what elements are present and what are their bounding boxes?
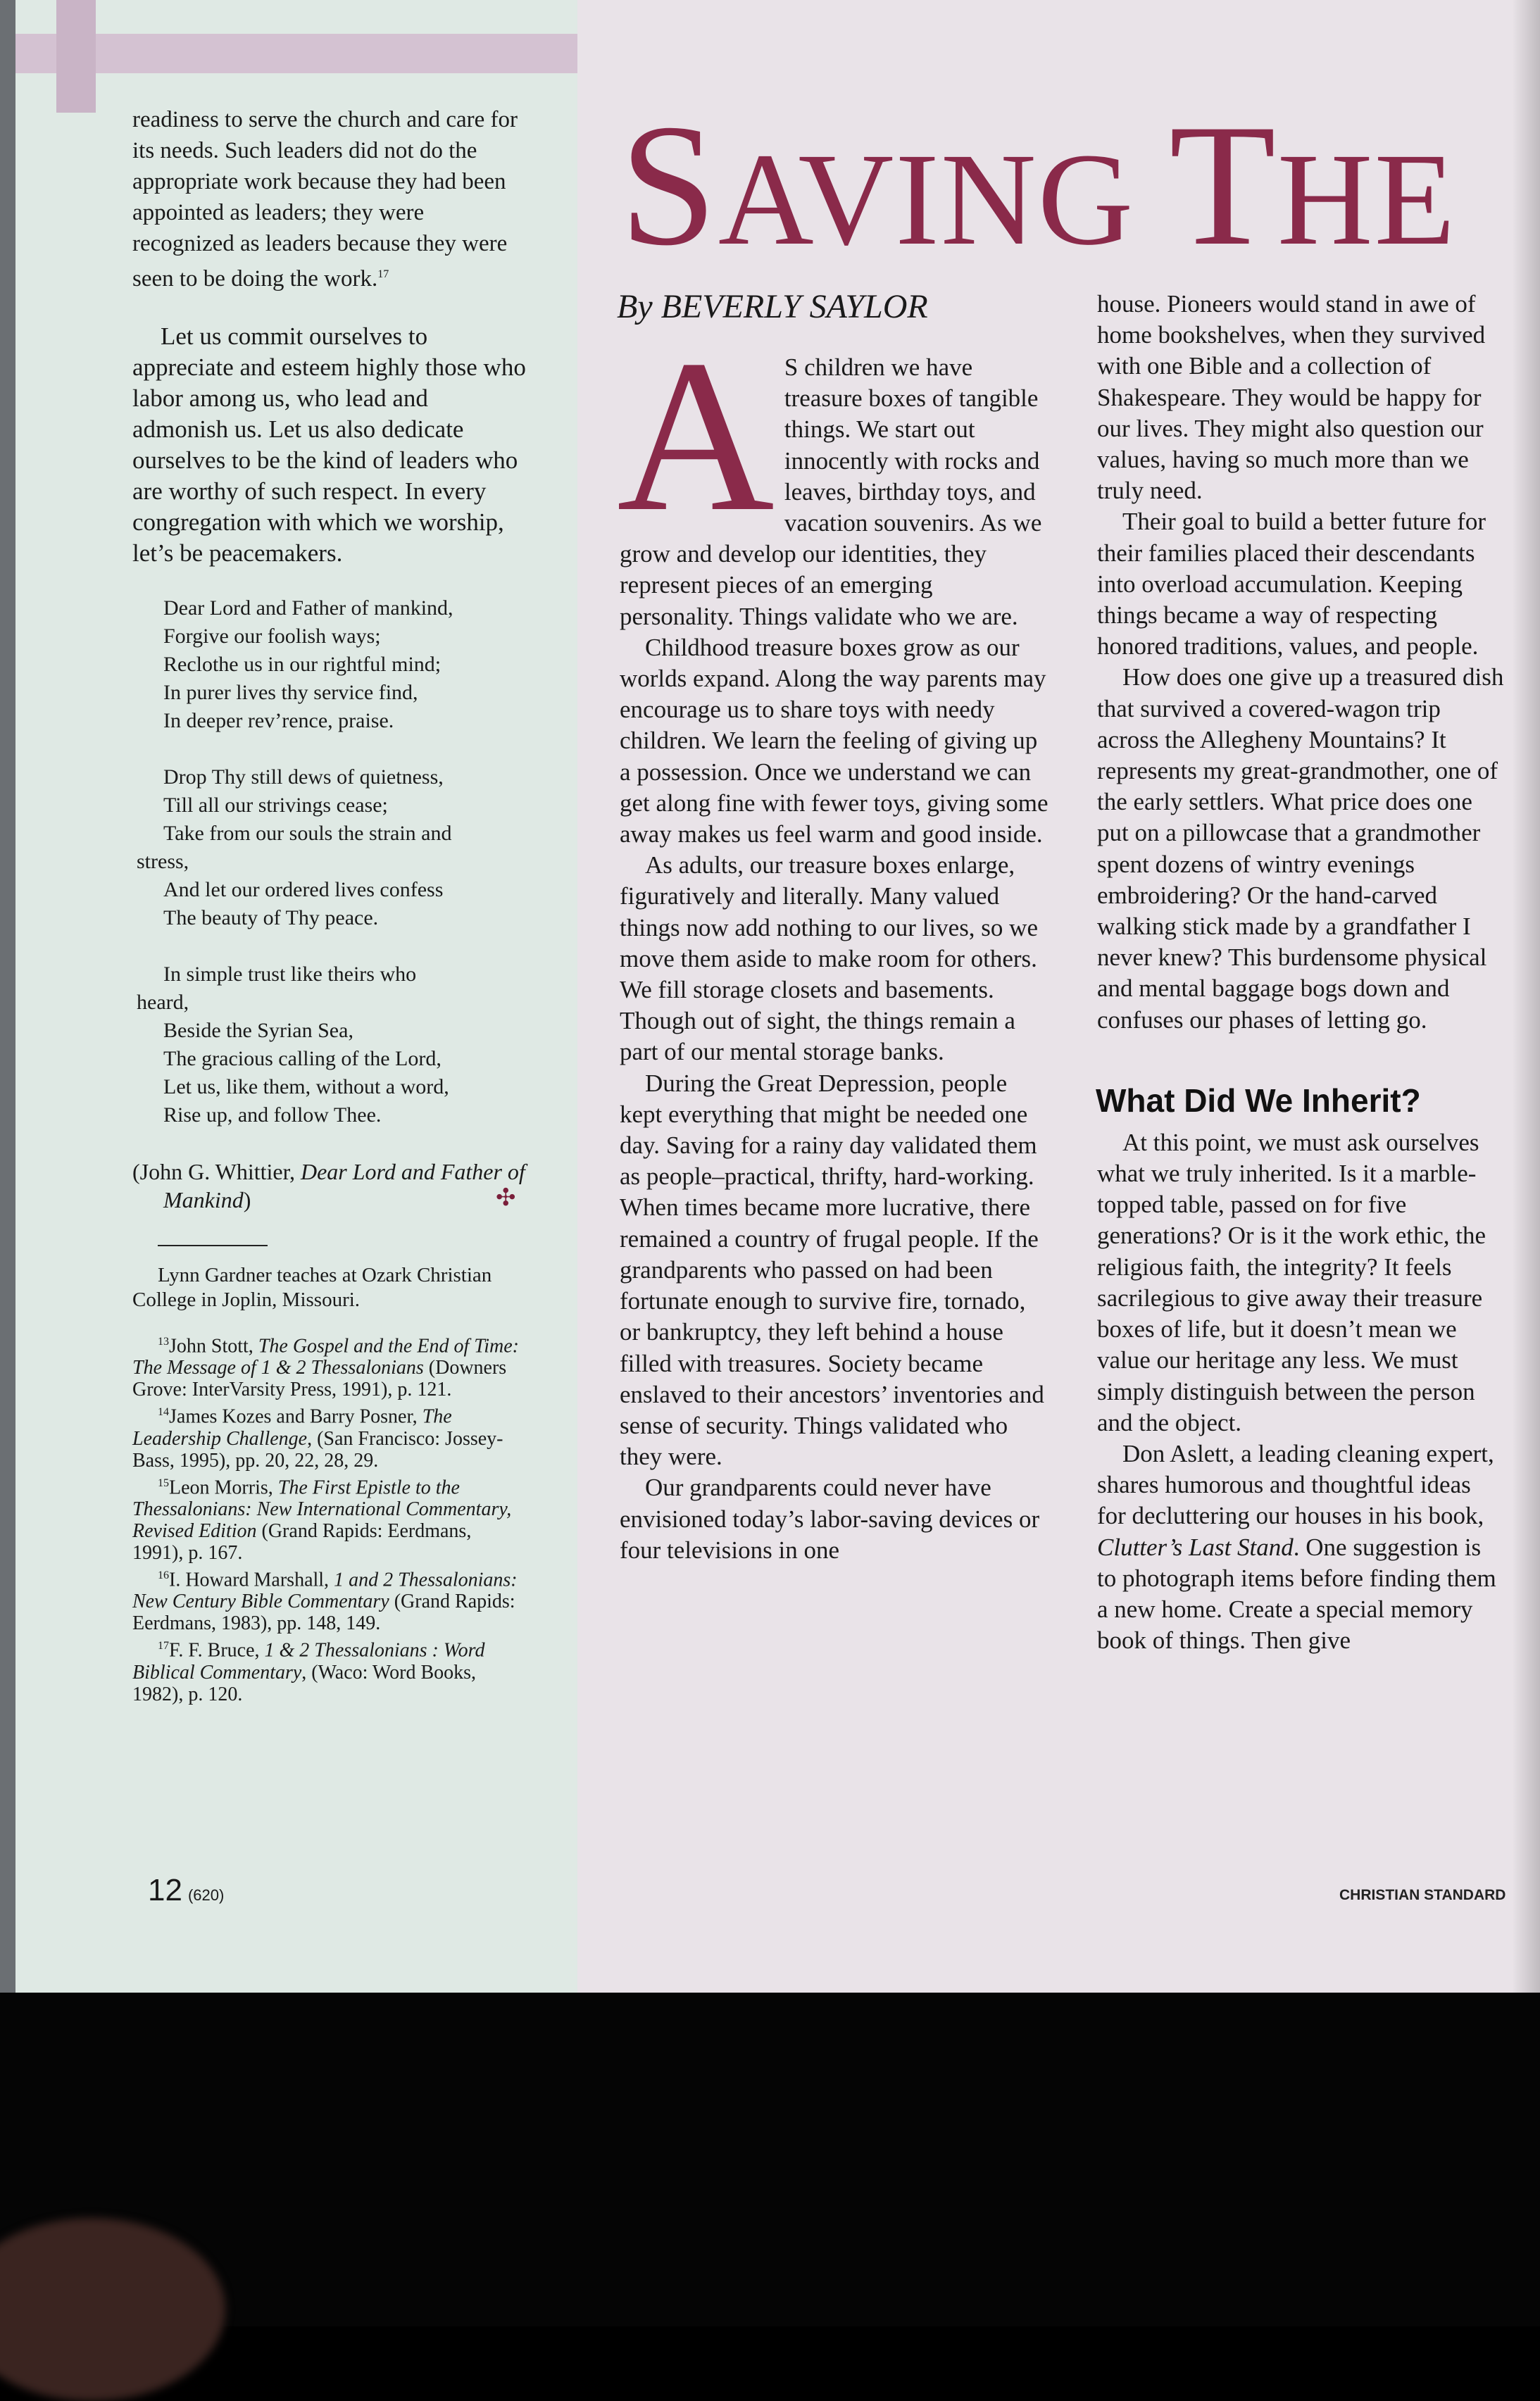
paragraph: Don Aslett, a leading cleaning expert, shares humorous and thoughtful ideas for decluttering our houses in his book, Clutter’s Last Stand. One suggestion is to photograph items before finding them a new home. Create a special memory book of things. Then give [1097, 1439, 1496, 1655]
opening-paragraph: A S children we have treasure boxes of tangible things. We start out innocently with rocks and leaves, birthday toys, and vacation souvenirs. As we grow and develop our identities, they represent pieces of an emerging personality. Things validate who we are. [617, 315, 1042, 630]
paragraph: house. Pioneers would stand in awe of home bookshelves, when they survived with one Bible and a collection of Shakespeare. They would be happy for our lives. They might also question our values, having so much more than we truly need. [1097, 290, 1486, 505]
paragraph: Our grandparents could never have envisioned today’s labor-saving devices or four televisions in one [620, 1474, 1040, 1564]
poem-line: stress, [137, 850, 189, 873]
article-title: SAVING THE [620, 88, 1457, 282]
poem-line: heard, [137, 991, 189, 1014]
note-ref: 17 [377, 268, 389, 280]
footnote: $^{17}$F. F. Bruce, 1 & 2 Thessalonians : Word Biblical Commentary, (Waco: Word Books, 1982), p. 120. [132, 1639, 485, 1705]
footnote: $^{15}$Leon Morris, The First Epistle to the Thessalonians: New International Commentary, Revised Edition (Grand Rapids: Eerdmans, 1991), p. 167. [132, 1476, 512, 1564]
footnote: $^{13}$John Stott, The Gospel and the End of Time: The Message of 1 & 2 Thessalonians (Downers Grove: InterVarsity Press, 1991), p. 121. [132, 1335, 520, 1401]
poem-line: Till all our strivings cease; [163, 794, 388, 817]
section-heading: What Did We Inherit? [1096, 1082, 1421, 1119]
page-edge [0, 0, 15, 1993]
footnote: $^{14}$James Kozes and Barry Posner, The Leadership Challenge, (San Francisco: Jossey-Bass, 1995), pp. 20, 22, 28, 29. [132, 1405, 503, 1472]
footnote: $^{16}$I. Howard Marshall, 1 and 2 Thessalonians: New Century Bible Commentary (Grand Rapids: Eerdmans, 1983), pp. 148, 149. [132, 1569, 518, 1635]
poem-line: Dear Lord and Father of mankind, [163, 596, 453, 620]
poem-line: The beauty of Thy peace. [163, 906, 379, 929]
byline: By BEVERLY SAYLOR [617, 288, 928, 325]
decorative-stripe-horizontal [15, 34, 577, 73]
stanza [132, 960, 527, 1129]
paragraph: At this point, we must ask ourselves what we truly inherited. Is it a marble-topped table, passed on for five generations? Or is it the work ethic, the religious faith, the integrity? It feels sacrilegious to give away their treasure boxes of life, but it doesn’t mean we value our heritage any less. We must simply distinguish between the person and the object. [1097, 1128, 1486, 1436]
paragraph: Their goal to build a better future for their families placed their descendants into overload accumulation. Keeping things became a way of respecting honored traditions, values, and people. [1097, 508, 1486, 660]
stanza [132, 594, 527, 735]
article-column-1 [617, 315, 1051, 1566]
poem-line: In deeper rev’rence, praise. [163, 709, 394, 732]
poem-line: The gracious calling of the Lord, [163, 1047, 442, 1070]
decorative-stripe-vertical [56, 0, 96, 113]
scan-background [0, 1993, 1540, 2326]
poem-line: In purer lives thy service find, [163, 681, 418, 704]
hymn-poem [132, 594, 527, 1129]
poem-line: Beside the Syrian Sea, [163, 1019, 353, 1042]
poem-citation: (John G. Whittier, Dear Lord and Father of Mankind) ✣ [132, 1159, 525, 1212]
article-column-2 [1097, 289, 1505, 1656]
poem-line: Forgive our foolish ways; [163, 625, 381, 648]
poem-line: Rise up, and follow Thee. [163, 1103, 382, 1127]
paragraph: Childhood treasure boxes grow as our worlds expand. Along the way parents may encourage us to share toys with needy children. We learn the feeling of giving up a possession. Once we understand we can get along fine with fewer toys, giving some away makes us feel warm and good inside. [620, 633, 1048, 848]
poem-line: In simple trust like theirs who [163, 963, 417, 986]
paragraph: During the Great Depression, people kept everything that might be needed one day. Saving for a rainy day validated them as people–practical, thrifty, hard-working. When times became more lucrative, there remained a country of frugal people. If the grandparents who passed on had been fortunate enough to survive fire, tornado, or bankruptcy, they left behind a house filled with treasures. Society became enslaved to their ancestors’ inventories and sense of security. Things validated who they were. [620, 1069, 1044, 1471]
paragraph: As adults, our treasure boxes enlarge, figuratively and literally. Many valued things now add nothing to our lives, so we move them aside to make room for others. We fill storage closets and basements. Though out of sight, the things remain a part of our mental storage banks. [620, 851, 1038, 1066]
page-gutter-shadow [1512, 0, 1540, 1993]
poem-line: Reclothe us in our rightful mind; [163, 653, 442, 676]
footnote-rule [158, 1245, 268, 1246]
poem-line: Take from our souls the strain and [163, 822, 452, 845]
poem-line: Let us, like them, without a word, [163, 1075, 449, 1098]
continuation-paragraph: readiness to serve the church and care for its needs. Such leaders did not do the appropriate work because they had been appointed as leaders; they were recognized as leaders because they were seen to be doing the work.$^{17}$ [132, 107, 518, 291]
footnotes [132, 1331, 527, 1705]
magazine-name: CHRISTIAN STANDARD [1339, 1887, 1506, 1903]
exhortation-paragraph: Let us commit ourselves to appreciate and esteem highly those who labor among us, who lead and admonish us. Let us also dedicate ourselves to be the kind of leaders who are worthy of such respect. In every congregation with which we worship, let’s be peacemakers. [132, 322, 526, 567]
author-bio: Lynn Gardner teaches at Ozark Christian College in Joplin, Missouri. [132, 1264, 492, 1311]
left-column [132, 104, 527, 1706]
stanza [132, 763, 527, 932]
poem-line: Drop Thy still dews of quietness, [163, 765, 444, 789]
poem-line: And let our ordered lives confess [163, 878, 444, 901]
drop-cap: A [617, 315, 775, 557]
page-number: 12 (620) [148, 1873, 225, 1907]
paragraph: How does one give up a treasured dish that survived a covered-wagon trip across the Allegheny Mountains? It represents my great-grandmother, one of the early settlers. What price does one put on a pillowcase that a grandmother spent dozens of wintry evenings embroidering? Or the hand-carved walking stick made by a grandfather I never knew? This burdensome physical and mental baggage bogs down and confuses our phases of letting go. [1097, 663, 1504, 1034]
